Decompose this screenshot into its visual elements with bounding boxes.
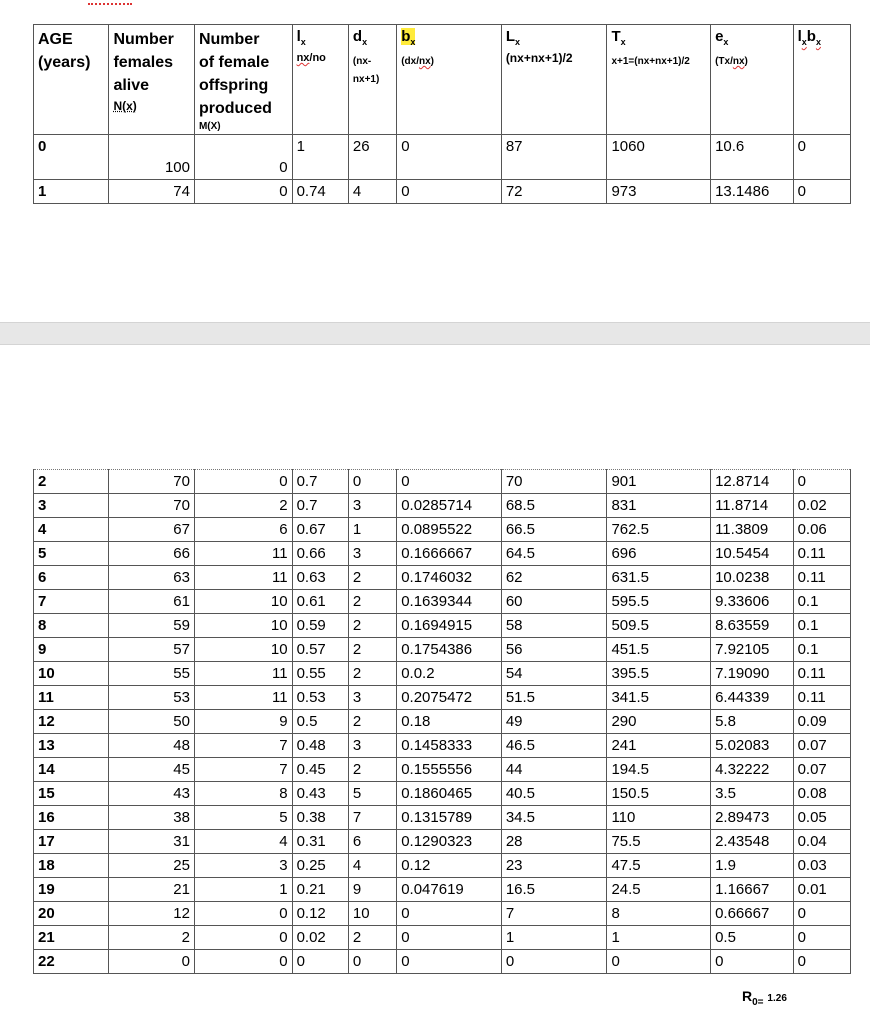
table-row <box>34 878 851 902</box>
table-cell: 0 <box>607 950 711 974</box>
table-cell: 509.5 <box>607 614 711 638</box>
table-row <box>34 854 851 878</box>
table-cell: 0 <box>194 902 292 926</box>
table-row <box>34 518 851 542</box>
table-cell: 0.11 <box>793 542 850 566</box>
r0-label: $R_{0=}$ 1.26 <box>742 988 787 1008</box>
table-cell: 66 <box>109 542 195 566</box>
table-cell: 10 <box>348 902 396 926</box>
table-cell: 0 <box>793 950 850 974</box>
table-cell: 11 <box>194 686 292 710</box>
table-cell: 23 <box>501 854 607 878</box>
header-dx: $d_x$ (nx- nx+1) <box>348 25 396 135</box>
table-cell: 2 <box>348 758 396 782</box>
table-cell: 0.1666667 <box>397 542 502 566</box>
table-cell: 9.33606 <box>711 590 794 614</box>
table-cell: 1 <box>501 926 607 950</box>
table-cell: 2.43548 <box>711 830 794 854</box>
header-bx: $b_x$ (dx/nx) <box>397 25 502 135</box>
table-cell: 1.16667 <box>711 878 794 902</box>
table-cell: 60 <box>501 590 607 614</box>
table-cell: 2 <box>348 662 396 686</box>
table-cell: 0 <box>194 926 292 950</box>
age-cell: 12 <box>34 710 109 734</box>
age-cell: 13 <box>34 734 109 758</box>
table-cell: 0.66667 <box>711 902 794 926</box>
age-cell: 16 <box>34 806 109 830</box>
table-cell: 1.9 <box>711 854 794 878</box>
table-cell: 0.02 <box>292 926 348 950</box>
age-cell: 18 <box>34 854 109 878</box>
table-cell: 67 <box>109 518 195 542</box>
table-cell: 0 <box>348 470 396 494</box>
table-cell: 0.11 <box>793 662 850 686</box>
table-cell: 3 <box>348 686 396 710</box>
header-row <box>34 25 851 135</box>
table-cell: 0.12 <box>397 854 502 878</box>
life-table-top <box>33 24 851 204</box>
header-offspring: Number of female offspring produced M(X) <box>194 25 292 135</box>
table-cell: 0 <box>397 902 502 926</box>
table-cell: 11 <box>194 662 292 686</box>
table-cell: 0 <box>397 950 502 974</box>
table-row: 1 74 0 0.74 4 0 72 973 13.1486 0 <box>34 180 851 204</box>
table-cell: 5.8 <box>711 710 794 734</box>
age-cell: 11 <box>34 686 109 710</box>
table-cell: 901 <box>607 470 711 494</box>
table-row <box>34 686 851 710</box>
table-cell: 631.5 <box>607 566 711 590</box>
table-cell: 1 <box>348 518 396 542</box>
header-Tx: $T_x$ x+1=(nx+nx+1)/2 <box>607 25 711 135</box>
table-cell: 45 <box>109 758 195 782</box>
table-cell: 0.07 <box>793 758 850 782</box>
table-cell: 11 <box>194 542 292 566</box>
table-cell: 70 <box>109 470 195 494</box>
table-cell: 4 <box>348 854 396 878</box>
table-cell: 7.19090 <box>711 662 794 686</box>
age-cell: 2 <box>34 470 109 494</box>
table-cell: 0.66 <box>292 542 348 566</box>
table-cell: 31 <box>109 830 195 854</box>
header-lx: $l_x$ nx/no <box>292 25 348 135</box>
table-cell: 11 <box>194 566 292 590</box>
table-cell: 150.5 <box>607 782 711 806</box>
age-cell: 14 <box>34 758 109 782</box>
table-cell: 40.5 <box>501 782 607 806</box>
table-cell: 6.44339 <box>711 686 794 710</box>
table-cell: 2 <box>348 614 396 638</box>
table-cell: 0.1860465 <box>397 782 502 806</box>
table-cell: 0.1 <box>793 638 850 662</box>
table-cell: 451.5 <box>607 638 711 662</box>
table-cell: 1 <box>607 926 711 950</box>
table-cell: 10.5454 <box>711 542 794 566</box>
table-cell: 0 <box>292 950 348 974</box>
table-row <box>34 590 851 614</box>
table-cell: 8 <box>194 782 292 806</box>
table-cell: 0.63 <box>292 566 348 590</box>
table-row: 0 100 0 1 26 0 87 1060 10.6 0 <box>34 135 851 180</box>
table-cell: 5 <box>348 782 396 806</box>
table-row <box>34 566 851 590</box>
table-cell: 0 <box>793 902 850 926</box>
table-cell: 2 <box>348 710 396 734</box>
table-cell: 0.1694915 <box>397 614 502 638</box>
table-cell: 0.06 <box>793 518 850 542</box>
table-cell: 68.5 <box>501 494 607 518</box>
table-cell: 10.0238 <box>711 566 794 590</box>
table-cell: 57 <box>109 638 195 662</box>
table-cell: 7 <box>194 734 292 758</box>
table-cell: 2 <box>348 638 396 662</box>
table-cell: 0.0895522 <box>397 518 502 542</box>
table-cell: 0.7 <box>292 494 348 518</box>
table-cell: 7 <box>194 758 292 782</box>
table-cell: 43 <box>109 782 195 806</box>
table-cell: 0.21 <box>292 878 348 902</box>
table-cell: 0.01 <box>793 878 850 902</box>
table-cell: 2 <box>109 926 195 950</box>
table-cell: 34.5 <box>501 806 607 830</box>
table-cell: 0.1 <box>793 590 850 614</box>
life-table-bottom <box>33 469 851 974</box>
table-cell: 0.18 <box>397 710 502 734</box>
table-cell: 0 <box>194 470 292 494</box>
age-cell: 3 <box>34 494 109 518</box>
table-row <box>34 710 851 734</box>
table-cell: 3.5 <box>711 782 794 806</box>
table-cell: 47.5 <box>607 854 711 878</box>
page-separator <box>0 322 870 345</box>
table-cell: 0 <box>793 926 850 950</box>
table-cell: 46.5 <box>501 734 607 758</box>
table-cell: 0.1 <box>793 614 850 638</box>
age-cell: 4 <box>34 518 109 542</box>
table-row <box>34 830 851 854</box>
table-cell: 0.25 <box>292 854 348 878</box>
table-cell: 2 <box>194 494 292 518</box>
table-cell: 44 <box>501 758 607 782</box>
table-cell: 75.5 <box>607 830 711 854</box>
table-cell: 56 <box>501 638 607 662</box>
table-cell: 0.45 <box>292 758 348 782</box>
age-cell: 5 <box>34 542 109 566</box>
table-cell: 0.55 <box>292 662 348 686</box>
age-cell: 8 <box>34 614 109 638</box>
table-cell: 16.5 <box>501 878 607 902</box>
age-cell: 17 <box>34 830 109 854</box>
table-cell: 4.32222 <box>711 758 794 782</box>
table-cell: 0.09 <box>793 710 850 734</box>
table-row <box>34 470 851 494</box>
table-cell: 0.04 <box>793 830 850 854</box>
spellcheck-squiggle <box>88 0 132 5</box>
table-cell: 53 <box>109 686 195 710</box>
table-row <box>34 734 851 758</box>
age-cell: 21 <box>34 926 109 950</box>
table-cell: 10 <box>194 614 292 638</box>
table-cell: 0.67 <box>292 518 348 542</box>
table-row <box>34 638 851 662</box>
table-row <box>34 758 851 782</box>
table-cell: 9 <box>348 878 396 902</box>
table-cell: 0.48 <box>292 734 348 758</box>
table-cell: 0 <box>397 470 502 494</box>
table-row <box>34 662 851 686</box>
table-row <box>34 926 851 950</box>
table-cell: 3 <box>194 854 292 878</box>
table-cell: 0.43 <box>292 782 348 806</box>
age-cell: 7 <box>34 590 109 614</box>
table-cell: 70 <box>109 494 195 518</box>
table-cell: 5.02083 <box>711 734 794 758</box>
table-cell: 0.2075472 <box>397 686 502 710</box>
table-cell: 50 <box>109 710 195 734</box>
table-cell: 0 <box>711 950 794 974</box>
table-cell: 290 <box>607 710 711 734</box>
age-cell: 20 <box>34 902 109 926</box>
table-cell: 11.3809 <box>711 518 794 542</box>
table-cell: 8 <box>607 902 711 926</box>
age-cell: 10 <box>34 662 109 686</box>
table-cell: 0.11 <box>793 566 850 590</box>
table-cell: 0.047619 <box>397 878 502 902</box>
table-cell: 8.63559 <box>711 614 794 638</box>
table-cell: 0.08 <box>793 782 850 806</box>
table-cell: 70 <box>501 470 607 494</box>
table-row <box>34 542 851 566</box>
table-cell: 7 <box>348 806 396 830</box>
table-row <box>34 614 851 638</box>
table-cell: 12.8714 <box>711 470 794 494</box>
table-cell: 7.92105 <box>711 638 794 662</box>
age-cell: 9 <box>34 638 109 662</box>
table-cell: 0.1458333 <box>397 734 502 758</box>
table-cell: 110 <box>607 806 711 830</box>
age-cell: 6 <box>34 566 109 590</box>
table-cell: 0.0.2 <box>397 662 502 686</box>
table-cell: 194.5 <box>607 758 711 782</box>
table-cell: 10 <box>194 590 292 614</box>
table-cell: 0.12 <box>292 902 348 926</box>
table-cell: 0.02 <box>793 494 850 518</box>
table-cell: 0.5 <box>711 926 794 950</box>
table-cell: 831 <box>607 494 711 518</box>
table-cell: 0.1555556 <box>397 758 502 782</box>
table-row <box>34 782 851 806</box>
table-cell: 395.5 <box>607 662 711 686</box>
table-cell: 0 <box>501 950 607 974</box>
table-row <box>34 494 851 518</box>
table-cell: 64.5 <box>501 542 607 566</box>
table-cell: 11.8714 <box>711 494 794 518</box>
table-cell: 38 <box>109 806 195 830</box>
table-cell: 62 <box>501 566 607 590</box>
table-cell: 61 <box>109 590 195 614</box>
table-cell: 0.05 <box>793 806 850 830</box>
table-cell: 0.11 <box>793 686 850 710</box>
table-cell: 0.61 <box>292 590 348 614</box>
table-cell: 66.5 <box>501 518 607 542</box>
table-cell: 12 <box>109 902 195 926</box>
table-cell: 28 <box>501 830 607 854</box>
table-cell: 25 <box>109 854 195 878</box>
table-cell: 48 <box>109 734 195 758</box>
life-table-body <box>34 470 851 974</box>
table-cell: 6 <box>194 518 292 542</box>
table-cell: 0.1315789 <box>397 806 502 830</box>
table-cell: 341.5 <box>607 686 711 710</box>
table-cell: 2 <box>348 926 396 950</box>
table-cell: 63 <box>109 566 195 590</box>
table-cell: 0.0285714 <box>397 494 502 518</box>
table-cell: 0.53 <box>292 686 348 710</box>
table-cell: 0.1290323 <box>397 830 502 854</box>
table-cell: 2 <box>348 590 396 614</box>
table-cell: 10 <box>194 638 292 662</box>
table-cell: 4 <box>194 830 292 854</box>
table-cell: 55 <box>109 662 195 686</box>
table-cell: 49 <box>501 710 607 734</box>
table-cell: 54 <box>501 662 607 686</box>
header-age: AGE (years) <box>34 25 109 135</box>
table-cell: 696 <box>607 542 711 566</box>
table-cell: 0 <box>397 926 502 950</box>
table-cell: 762.5 <box>607 518 711 542</box>
table-cell: 2.89473 <box>711 806 794 830</box>
table-cell: 9 <box>194 710 292 734</box>
table-cell: 59 <box>109 614 195 638</box>
header-Lx: $L_x$ (nx+nx+1)/2 <box>501 25 607 135</box>
table-cell: 6 <box>348 830 396 854</box>
table-cell: 0 <box>109 950 195 974</box>
header-lxbx: $l_xb_x$ <box>793 25 850 135</box>
table-cell: 0.38 <box>292 806 348 830</box>
table-cell: 3 <box>348 542 396 566</box>
table-row <box>34 806 851 830</box>
table-cell: 595.5 <box>607 590 711 614</box>
table-cell: 2 <box>348 566 396 590</box>
table-row <box>34 902 851 926</box>
table-cell: 0.57 <box>292 638 348 662</box>
table-cell: 0 <box>348 950 396 974</box>
table-cell: 0.59 <box>292 614 348 638</box>
table-cell: 0.07 <box>793 734 850 758</box>
table-cell: 58 <box>501 614 607 638</box>
age-cell: 19 <box>34 878 109 902</box>
table-cell: 21 <box>109 878 195 902</box>
table-cell: 0 <box>793 470 850 494</box>
table-cell: 0.1639344 <box>397 590 502 614</box>
table-cell: 1 <box>194 878 292 902</box>
header-ex: $e_x$ (Tx/nx) <box>711 25 794 135</box>
table-cell: 3 <box>348 734 396 758</box>
table-cell: 0.31 <box>292 830 348 854</box>
table-cell: 5 <box>194 806 292 830</box>
table-cell: 0.1754386 <box>397 638 502 662</box>
table-cell: 24.5 <box>607 878 711 902</box>
table-cell: 0.1746032 <box>397 566 502 590</box>
age-cell: 15 <box>34 782 109 806</box>
table-cell: 0.5 <box>292 710 348 734</box>
header-females: Number females alive N(x) <box>109 25 195 135</box>
age-cell: 22 <box>34 950 109 974</box>
table-cell: 7 <box>501 902 607 926</box>
table-cell: 0 <box>194 950 292 974</box>
table-row <box>34 950 851 974</box>
table-cell: 51.5 <box>501 686 607 710</box>
table-cell: 241 <box>607 734 711 758</box>
table-cell: 0.03 <box>793 854 850 878</box>
table-cell: 0.7 <box>292 470 348 494</box>
table-cell: 3 <box>348 494 396 518</box>
